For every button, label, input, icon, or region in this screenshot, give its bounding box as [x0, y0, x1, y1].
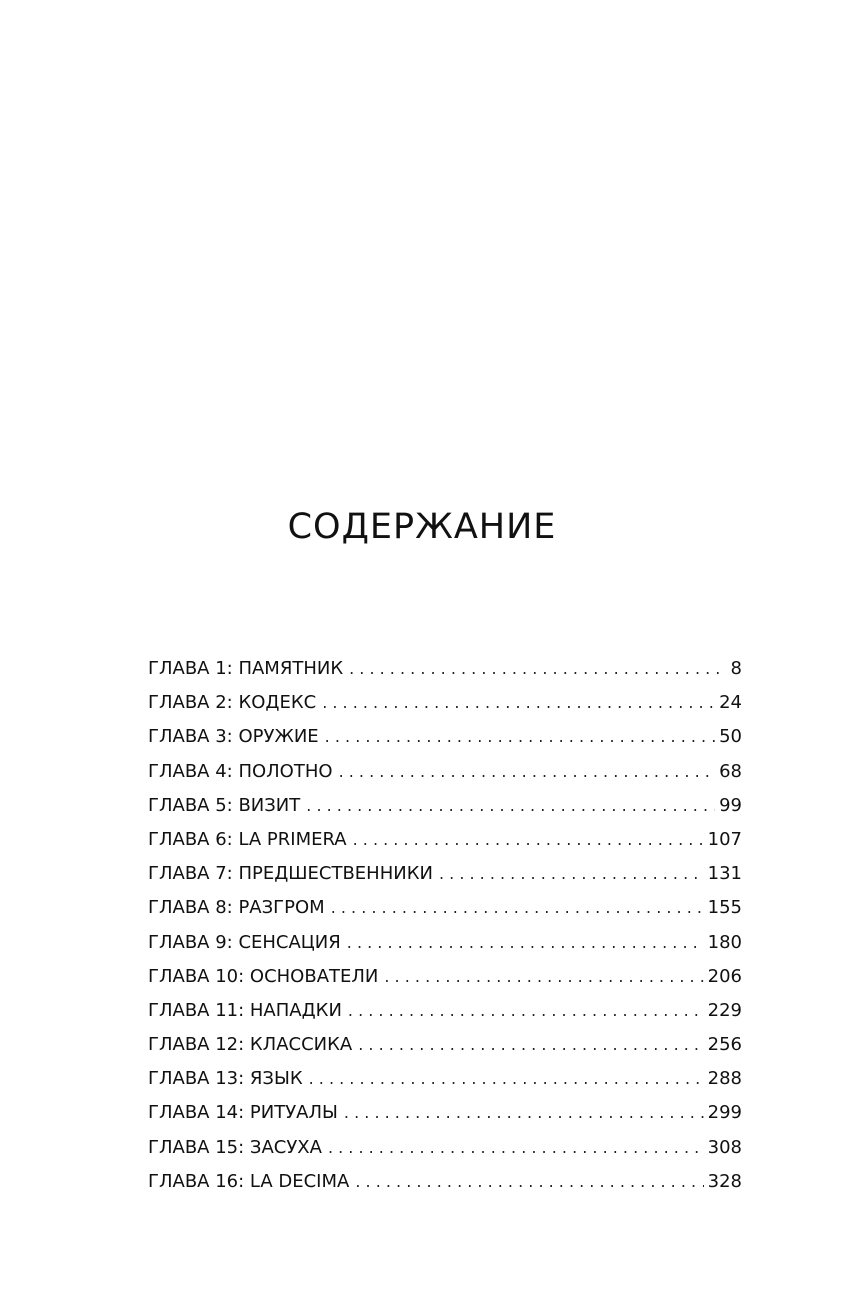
toc-entry[interactable] [148, 686, 742, 720]
toc-entry[interactable] [148, 960, 742, 994]
toc-entry-page-number: 8 [730, 658, 742, 679]
toc-entry[interactable] [148, 755, 742, 789]
toc-dot-leader [325, 720, 715, 754]
toc-entry-title: ГЛАВА 4: ПОЛОТНО [148, 760, 333, 782]
toc-dot-leader [306, 789, 715, 823]
toc-entry-title: ГЛАВА 8: РАЗГРОМ [148, 897, 325, 919]
toc-entry-page-number: 99 [719, 794, 742, 816]
toc-entry-title: ГЛАВА 13: ЯЗЫК [148, 1068, 303, 1090]
toc-entry-title: ГЛАВА 1: ПАМЯТНИК [148, 658, 344, 679]
toc-entry-title: ГЛАВА 5: ВИЗИТ [148, 794, 301, 816]
toc-entry-page-number: 308 [707, 1136, 742, 1158]
toc-dot-leader [344, 1096, 704, 1130]
page-title: СОДЕРЖАНИЕ [287, 507, 557, 547]
toc-dot-leader [331, 891, 704, 925]
toc-entry-page-number: 24 [719, 692, 742, 714]
toc-entry-page-number: 107 [707, 828, 742, 850]
toc-entry-title: ГЛАВА 14: РИТУАЛЫ [148, 1102, 338, 1124]
toc-entry-page-number: 180 [707, 931, 742, 953]
toc-entry[interactable] [148, 652, 742, 686]
toc-entry-title: ГЛАВА 10: ОСНОВАТЕЛИ [148, 965, 379, 987]
toc-dot-leader [358, 1028, 703, 1062]
toc-dot-leader [322, 686, 715, 720]
toc-entry[interactable] [148, 1028, 742, 1062]
toc-entry-page-number: 299 [707, 1102, 742, 1124]
toc-entry-page-number: 328 [707, 1170, 742, 1192]
toc-dot-leader [384, 960, 703, 994]
toc-dot-leader [348, 994, 704, 1028]
toc-dot-leader [347, 926, 704, 960]
toc-dot-leader [355, 1165, 703, 1199]
toc-entry-page-number: 288 [707, 1068, 742, 1090]
toc-entry-title: ГЛАВА 7: ПРЕДШЕСТВЕННИКИ [148, 863, 433, 885]
toc-entry[interactable] [148, 857, 742, 891]
toc-entry-page-number: 206 [707, 965, 742, 987]
toc-entry[interactable] [148, 891, 742, 925]
toc-entry[interactable] [148, 1165, 742, 1199]
toc-entry-title: ГЛАВА 11: НАПАДКИ [148, 999, 342, 1021]
toc-entry[interactable] [148, 926, 742, 960]
toc-entry-title: ГЛАВА 15: ЗАСУХА [148, 1136, 322, 1158]
toc-entry-page-number: 68 [719, 760, 742, 782]
toc-entry[interactable] [148, 823, 742, 857]
toc-entry[interactable] [148, 1096, 742, 1130]
table-of-contents [148, 652, 742, 1199]
toc-dot-leader [339, 755, 716, 789]
toc-dot-leader [309, 1062, 704, 1096]
toc-entry-page-number: 229 [707, 999, 742, 1021]
toc-entry[interactable] [148, 1131, 742, 1165]
toc-entry-title: ГЛАВА 12: КЛАССИКА [148, 1034, 353, 1056]
toc-entry-title: ГЛАВА 3: ОРУЖИЕ [148, 726, 319, 748]
toc-entry[interactable] [148, 720, 742, 754]
toc-entry[interactable] [148, 1062, 742, 1096]
toc-dot-leader [328, 1131, 704, 1165]
toc-entry-page-number: 256 [707, 1034, 742, 1056]
toc-dot-leader [349, 652, 726, 686]
toc-entry-title: ГЛАВА 2: КОДЕКС [148, 692, 317, 714]
toc-entry-title: ГЛАВА 16: LA DECIMA [148, 1170, 350, 1192]
toc-entry-page-number: 155 [707, 897, 742, 919]
toc-entry-title: ГЛАВА 6: LA PRIMERA [148, 828, 347, 850]
toc-entry[interactable] [148, 789, 742, 823]
toc-entry-title: ГЛАВА 9: СЕНСАЦИЯ [148, 931, 341, 953]
toc-dot-leader [353, 823, 704, 857]
toc-entry[interactable] [148, 994, 742, 1028]
toc-entry-page-number: 131 [707, 863, 742, 885]
toc-entry-page-number: 50 [719, 726, 742, 748]
toc-dot-leader [439, 857, 704, 891]
